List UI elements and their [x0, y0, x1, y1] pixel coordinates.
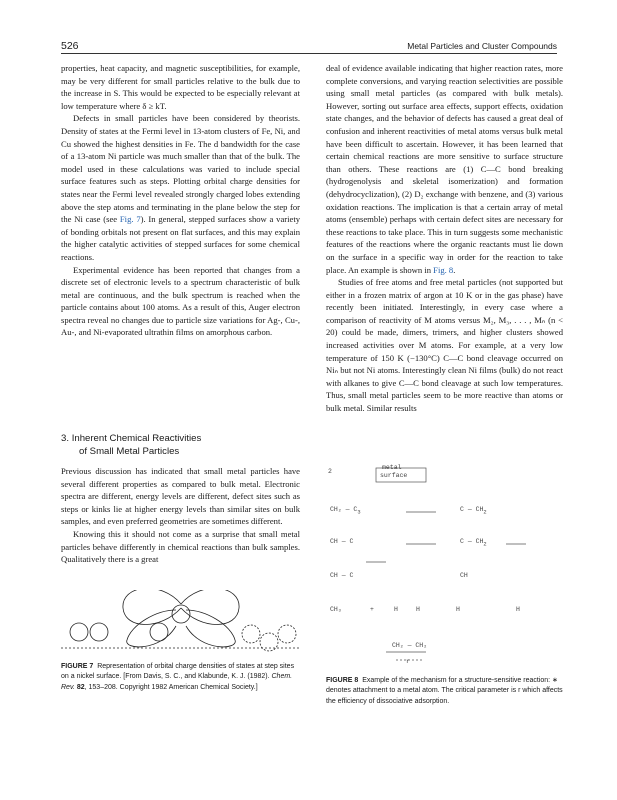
- orbital-lobe-upper-right: [181, 590, 239, 625]
- section-title-2: of Small Metal Particles: [79, 446, 180, 457]
- scheme-row2-a: [330, 506, 361, 515]
- figure-8-label: FIGURE 8: [326, 677, 359, 684]
- figure-7-caption-text: Representation of orbital charge densities of states at step sites on a nickel surface. [From Davis, S. C., and Klabunde, K. J. (1982).: [61, 663, 295, 681]
- scheme-row2-b: [460, 506, 487, 515]
- section-heading: [61, 432, 300, 458]
- scheme-row6-a: CH₂ — CH₂: [392, 642, 428, 649]
- scheme-row5-h2: H: [416, 606, 420, 613]
- scheme-row3-a-text: CH: [330, 538, 338, 545]
- right-paragraph-1-end: .: [453, 264, 456, 275]
- scheme-row5-b: H: [516, 606, 520, 613]
- scheme-box-top: metal: [382, 464, 402, 471]
- left-paragraph-2-text: Defects in small particles have been considered by theorists. Density of states at the Fermi level in 13-atom clusters of Fe, Ni, and Cu showed the highest densities in Fe. The d bandwidth for the case of a 13-atom Ni particle was much smaller than that of the bulk. The model used in these calculations was varied to include special surface features such as steps. Plotting orbital charge densities for states near the Fermi level revealed strongly charged lobes extending above the step atoms and terminating in the plane below the step for the Ni case (see: [61, 113, 300, 225]
- left-column: [61, 62, 300, 339]
- scheme-row5-h3: H: [456, 606, 460, 613]
- left-column-lower: [61, 465, 300, 566]
- scheme-row4-b: CH: [460, 572, 468, 579]
- figure-7-volume: 82: [76, 683, 85, 691]
- scheme-row3-b-sub: 2: [483, 540, 487, 548]
- atom-circle-1: [70, 623, 88, 641]
- section-title-1: Inherent Chemical Reactivities: [71, 433, 202, 444]
- left-paragraph-4: Previous discussion has indicated that small metal particles have several different properties as compared to bulk metal. Electronic spectra are different, energy levels are different, defect sites such as steps or kinks lie at higher energy levels than similar sites on bulk samples, and even preferred geometries are sometimes different.: [61, 466, 300, 527]
- atom-circle-6: [278, 625, 296, 643]
- atom-circle-4: [242, 625, 260, 643]
- page-number: 526: [61, 40, 79, 52]
- scheme-row4-a-text: CH: [330, 572, 338, 579]
- scheme-row3-a: [330, 538, 353, 545]
- right-paragraph-1-text: deal of evidence available indicating that higher reaction rates, more complete conversions, and varying reaction selectivities are possible using small metal particles (as compared with bulk metals). However, sorting out surface area effects, support effects, oxidation state changes, and the behavior of defects has caused a great deal of confusion and inherent reactivities of metal atoms versus bulk metal have been difficult to ascertain. However, it has been learned that certain chemical reactions are more sensitive to surface structure than others. These reactions are (1) C—C bond breaking (hydrogenolysis and skeletal isomerization) and formation (dehydrocyclization), (2) D₂ exchange with benzene, and (3) various oxidation reactions. The implication is that a certain array of metal atoms (ensemble) perhaps with certain defect sites are necessary for these reactions to take place. This in turn suggests some mechanistic features of the reactions where the organic reactants must lie down on the surface in a specific way in order for the reaction to take place. An example is shown in: [326, 63, 563, 275]
- figure-7-label: FIGURE 7: [61, 663, 94, 670]
- scheme-row2-b-text: C: [460, 506, 464, 513]
- left-paragraph-2: [61, 112, 300, 263]
- section-heading-line-1: [61, 432, 300, 445]
- scheme-row4-a2: — C: [341, 572, 354, 579]
- right-paragraph-2: Studies of free atoms and free metal particles (not supported but either in a frozen matrix of argon at 10 K or in the gas phase) have recently been initiated. Interestingly, in every case where a comparison of reactivity of M atoms versus M₂, M₃, . . . , Mₙ (n < 20) could be made, dimers, trimers, and higher clusters showed increased activities over M atoms. For example, at a very low temperature of 150 K (−130°C) C—C bond cleavage occurred on Niₙ but not Ni atoms. Interestingly clean Ni films (bulk) do not react with alkanes to give C—C bond cleavage at such low temperatures. Thus, small metal particles seem to be more reactive than atoms or bulk metal. Similar results: [326, 277, 563, 414]
- atom-circle-2: [90, 623, 108, 641]
- scheme-row5-a: CH₃: [330, 606, 342, 613]
- scheme-row2-a-text: CH₂ — C: [330, 506, 358, 513]
- fig7-link[interactable]: Fig. 7: [119, 214, 141, 225]
- fig8-link[interactable]: Fig. 8: [433, 264, 454, 275]
- scheme-row3-b-text: C: [460, 538, 464, 545]
- figure-7-journal: Chem. Rev.: [61, 673, 293, 691]
- scheme-row3-b: [460, 538, 487, 547]
- header-rule: [61, 53, 557, 54]
- scheme-row2-a-sub: 3: [357, 508, 361, 516]
- orbital-lobe-upper-left: [123, 590, 181, 625]
- figure-7-orbital-drawing: [61, 590, 301, 652]
- scheme-row3-b2: — CH: [467, 538, 484, 545]
- figure-7-caption-end: , 153–208. Copyright 1982 American Chemical Society.]: [84, 683, 258, 691]
- left-paragraph-1: properties, heat capacity, and magnetic susceptibilities, for example, may be very different for small particles relative to the bulk due to the increase in S. This would be expected to be especially relevant at low temperature where δ ≥ kT.: [61, 63, 300, 111]
- figure-7-caption: [61, 662, 300, 693]
- figure-8-caption-text: Example of the mechanism for a structure-sensitive reaction: ∗ denotes attachment to a metal atom. The critical parameter is r which affects the efficiency of dissociative adsorption.: [326, 677, 563, 705]
- orbital-lobe-lower-left: [127, 610, 176, 647]
- scheme-row1-left: 2: [328, 468, 332, 475]
- right-paragraph-1: [326, 62, 563, 276]
- scheme-row2-b2: — CH: [467, 506, 484, 513]
- scheme-box-bottom: surface: [380, 472, 408, 479]
- atom-circle-3: [150, 623, 168, 641]
- left-paragraph-3: Experimental evidence has been reported that changes from a discrete set of electronic levels to a spectrum characteristic of bulk metal are continuous, and the bulk spectrum is reached when the particle contains about 100 atoms. As a result of this, Auger electron spectra reveal no changes due to particle size variations for Ag-, Cu-, Au-, and Ni-evaporated ultrathin films on amorphous carbon.: [61, 264, 300, 338]
- scheme-row6-r: r: [406, 658, 410, 665]
- scheme-row2-b-sub: 2: [483, 508, 487, 516]
- scheme-row5-h1: H: [394, 606, 398, 613]
- figure-8-caption: [326, 676, 563, 707]
- figure-8-lines: [326, 462, 563, 670]
- section-number: 3.: [61, 433, 70, 444]
- left-paragraph-2-end: ). In general, stepped surfaces show a variety of bonding orbitals not present on flat surfaces, and this may explain the higher catalytic activities of stepped surfaces for some chemical reactions.: [61, 214, 301, 262]
- figure-8-scheme: [326, 462, 563, 670]
- left-paragraph-5: Knowing this it should not come as a surprise that small metal particles behave differently in chemical reactions than bulk samples. Qualitatively there is a great: [61, 528, 300, 565]
- right-column: [326, 62, 563, 415]
- scheme-row3-a2: — C: [341, 538, 354, 545]
- scheme-row5-plus: +: [370, 606, 374, 613]
- scheme-row4-a: [330, 572, 353, 579]
- running-title: Metal Particles and Cluster Compounds: [407, 41, 557, 51]
- orbital-lobe-lower-right: [186, 610, 235, 647]
